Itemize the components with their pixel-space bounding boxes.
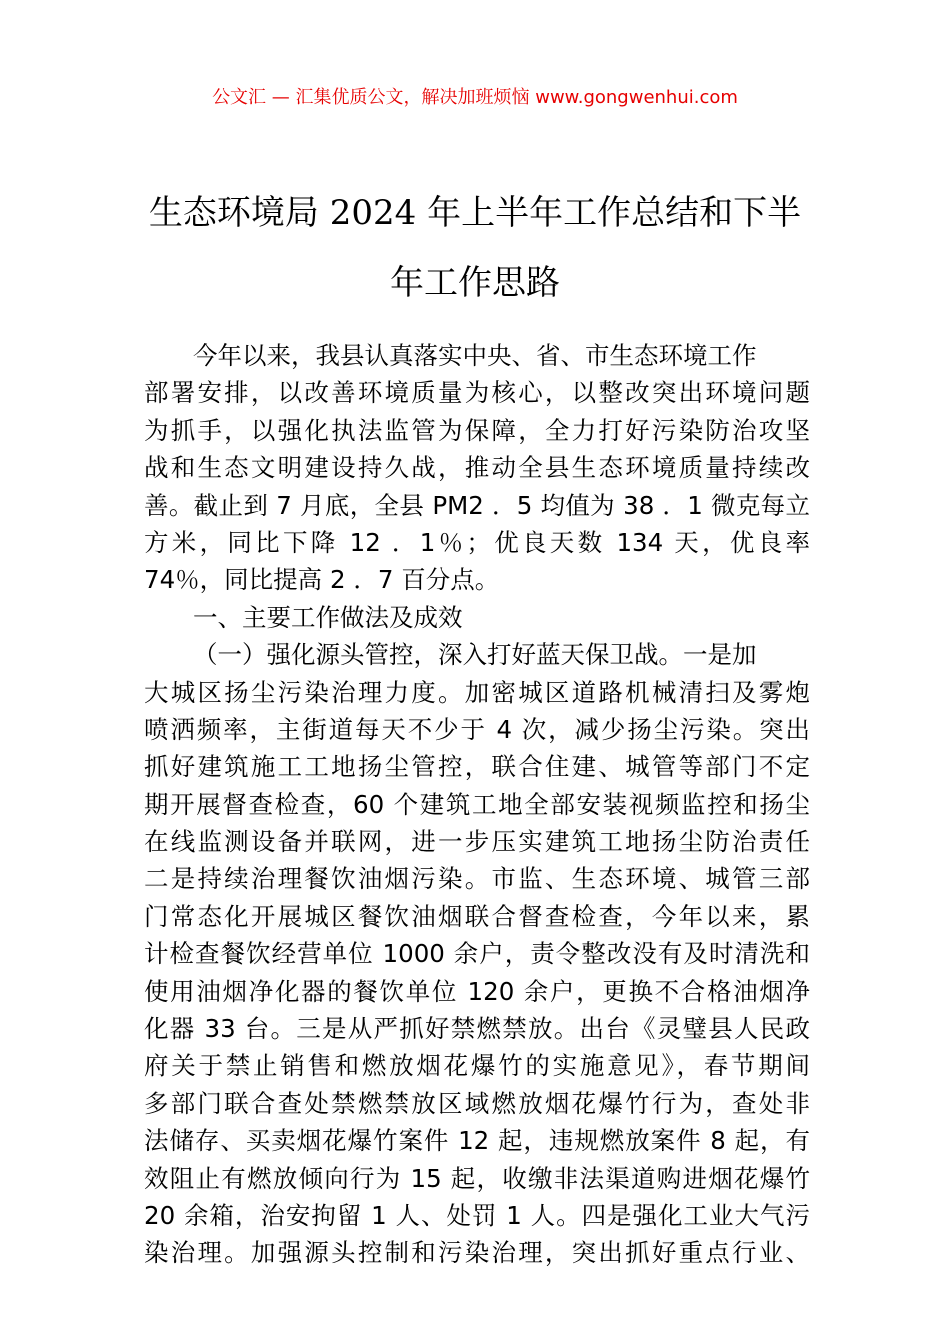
body-line: 府关于禁止销售和燃放烟花爆竹的实施意见》，春节期间: [144, 1051, 810, 1081]
body-line: 战和生态文明建设持久战，推动全县生态环境质量持续改: [144, 453, 810, 483]
body-line: 化器 33 台。三是从严抓好禁燃禁放。出台《灵璧县人民政: [144, 1014, 810, 1044]
body-line: 多部门联合查处禁燃禁放区域燃放烟花爆竹行为，查处非: [144, 1088, 810, 1118]
body-line: 染治理。加强源头控制和污染治理，突出抓好重点行业、: [144, 1238, 810, 1268]
body-line: 今年以来，我县认真落实中央、省、市生态环境工作: [193, 341, 757, 370]
body-line: 喷洒频率，主街道每天不少于 4 次，减少扬尘污染。突出: [144, 714, 810, 744]
body-line: 善。截止到 7 月底，全县 PM2 ．5 均值为 38 ．1 微克每立: [144, 490, 810, 520]
body-line: 门常态化开展城区餐饮油烟联合督查检查，今年以来，累: [144, 901, 810, 931]
document-title: [130, 178, 820, 318]
body-line: 二是持续治理餐饮油烟污染。市监、生态环境、城管三部: [144, 864, 810, 894]
body-line: 法储存、买卖烟花爆竹案件 12 起，违规燃放案件 8 起，有: [144, 1126, 810, 1156]
body-line: 为抓手，以强化执法监管为保障，全力打好污染防治攻坚: [144, 415, 810, 445]
body-line: 效阻止有燃放倾向行为 15 起，收缴非法渠道购进烟花爆竹: [144, 1163, 810, 1193]
header-watermark-note: 公文汇 — 汇集优质公文，解决加班烦恼 www.gongwenhui.com: [212, 87, 738, 108]
title-line-2: 年工作思路: [390, 263, 560, 303]
body-line: 抓好建筑施工工地扬尘管控，联合住建、城管等部门不定: [144, 752, 810, 782]
body-line: 计检查餐饮经营单位 1000 余户，责令整改没有及时清洗和: [144, 939, 810, 969]
body-line: （一）强化源头管控，深入打好蓝天保卫战。一是加: [193, 640, 757, 670]
section-heading: 一、主要工作做法及成效: [193, 602, 463, 632]
body-line: 部署安排，以改善环境质量为核心，以整改突出环境问题: [144, 378, 810, 408]
body-line: 20 余箱，治安拘留 1 人、处罚 1 人。四是强化工业大气污: [144, 1200, 810, 1230]
body-line: 大城区扬尘污染治理力度。加密城区道路机械清扫及雾炮: [144, 677, 810, 707]
body-line: 74％，同比提高 2 ．7 百分点。: [144, 565, 500, 595]
body-line: 在线监测设备并联网，进一步压实建筑工地扬尘防治责任: [144, 827, 810, 857]
document-body: [144, 337, 810, 1272]
body-line: 使用油烟净化器的餐饮单位 120 余户，更换不合格油烟净: [144, 976, 810, 1006]
body-line: 方米，同比下降 12 ．1％；优良天数 134 天，优良率: [144, 527, 810, 557]
title-line-1: 生态环境局 2024 年上半年工作总结和下半: [148, 193, 802, 233]
body-line: 期开展督查检查，60 个建筑工地全部安装视频监控和扬尘: [144, 789, 810, 819]
